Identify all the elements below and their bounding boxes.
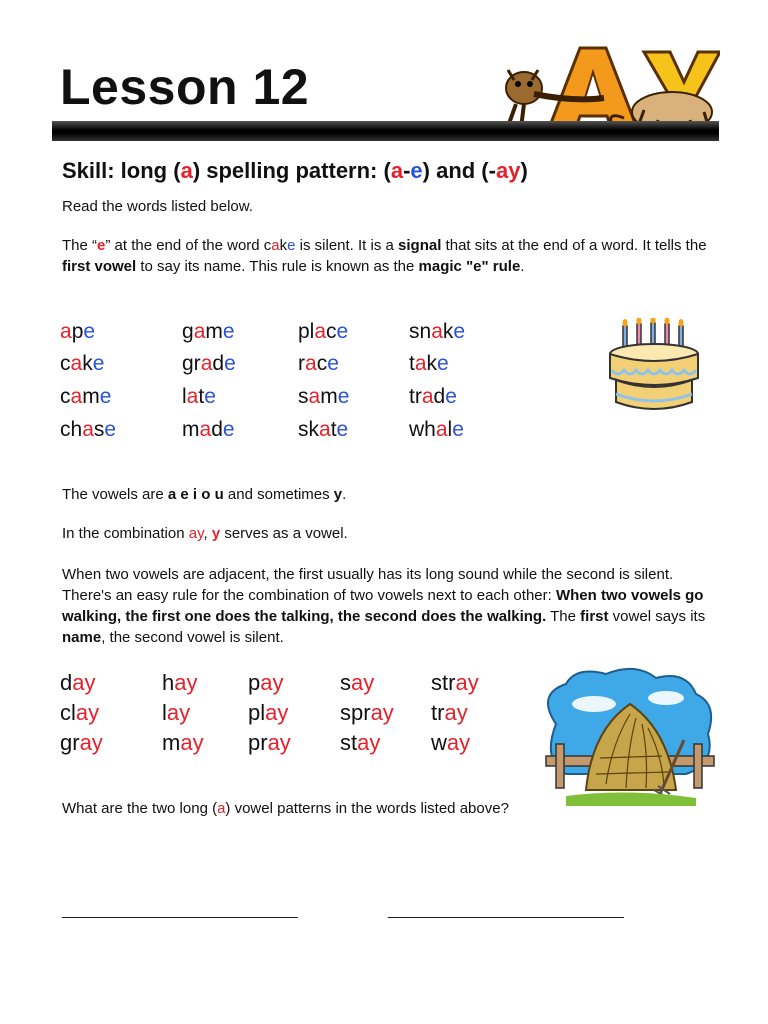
- ay-word: [340, 670, 374, 696]
- ae-word: [60, 320, 95, 344]
- word-part: c: [60, 352, 71, 375]
- word-part: t: [198, 385, 205, 408]
- word-part: c: [316, 352, 328, 375]
- vowel-a: a: [82, 418, 94, 441]
- text: The vowels are: [62, 486, 168, 503]
- word-part: tr: [431, 700, 445, 725]
- ae-word: [182, 352, 236, 376]
- silent-e: e: [104, 418, 117, 441]
- ay-word: [248, 670, 284, 696]
- skill-text: ) spelling pattern: (: [192, 158, 391, 183]
- word-part: ch: [60, 418, 83, 441]
- word-part: sk: [298, 418, 319, 441]
- highlight-e: e: [97, 237, 106, 254]
- ay-word: [60, 730, 103, 756]
- word-part: k: [426, 352, 438, 375]
- ae-word: [298, 418, 348, 442]
- vowel-a: a: [435, 418, 448, 441]
- word-part: w: [431, 730, 447, 755]
- word-part: d: [433, 385, 446, 408]
- text: ,: [203, 525, 212, 542]
- skill-text: ): [520, 158, 528, 183]
- word-part: k: [442, 320, 454, 343]
- text: The “: [62, 237, 98, 254]
- text: is silent. It is a: [295, 237, 399, 254]
- ay-word: [60, 670, 96, 696]
- vowel-ay: ay: [72, 670, 96, 695]
- vowel-ay: ay: [351, 670, 375, 695]
- skill-a: a: [390, 158, 404, 183]
- ae-word: [298, 320, 348, 344]
- silent-e: e: [336, 320, 349, 343]
- word-part: tr: [409, 385, 422, 408]
- ae-word: [298, 352, 339, 376]
- word-part: pl: [248, 700, 266, 725]
- text: and sometimes: [223, 486, 334, 503]
- silent-e: e: [437, 352, 449, 375]
- intro-text: Read the words listed below.: [62, 198, 253, 215]
- skill-text: Skill: long (: [62, 158, 181, 183]
- ay-word: [248, 700, 288, 726]
- vowel-a: a: [319, 418, 331, 441]
- word-part: m: [182, 418, 200, 441]
- ae-word: [409, 352, 449, 376]
- vowel-ay: ay: [455, 670, 479, 695]
- skill-ay: ay: [495, 158, 521, 183]
- silent-e: e: [92, 352, 105, 375]
- ae-word: [60, 418, 116, 442]
- word-part: c: [60, 385, 71, 408]
- word-part: t: [409, 352, 415, 375]
- word-part: gr: [60, 730, 80, 755]
- ae-word: [60, 352, 104, 376]
- ay-word: [431, 700, 468, 726]
- skill-a: a: [180, 158, 193, 183]
- silent-e: e: [337, 385, 350, 408]
- word-part: cl: [60, 700, 76, 725]
- ay-word: [162, 700, 190, 726]
- text: When two vowels are adjacent, the first usually has its long sound while the second is silent. There's an easy rule for the combination of two vowels next to each other:: [62, 566, 674, 604]
- word-part: h: [162, 670, 175, 695]
- combination-line: [62, 523, 712, 544]
- bold-text: first vowel: [62, 258, 137, 275]
- word-part: gr: [182, 352, 201, 375]
- text: What are the two long (: [62, 800, 218, 817]
- silent-e: e: [445, 385, 457, 408]
- ae-word: [182, 385, 216, 409]
- word-part: d: [60, 670, 73, 695]
- vowel-ay: ay: [174, 670, 198, 695]
- skill-e: e: [410, 158, 423, 183]
- skill-text: ) and (-: [422, 158, 496, 183]
- vowel-ay: ay: [79, 730, 103, 755]
- silent-e: e: [99, 385, 112, 408]
- ay-word: [340, 700, 394, 726]
- word-part: spr: [340, 700, 371, 725]
- text: .: [520, 258, 525, 275]
- word-part: t: [330, 418, 337, 441]
- word-part: pr: [248, 730, 268, 755]
- text: .: [342, 486, 347, 503]
- vowel-a: a: [70, 385, 83, 408]
- ay-word: [431, 730, 470, 756]
- word-part: m: [162, 730, 181, 755]
- text: ) vowel patterns in the words listed above?: [225, 800, 509, 817]
- vowel-ay: ay: [260, 670, 284, 695]
- ay-word: [248, 730, 291, 756]
- word-part: l: [162, 700, 167, 725]
- vowel-a: a: [199, 418, 212, 441]
- vowel-list: a e i o u: [167, 486, 224, 503]
- answer-blank-1[interactable]: ______________________________: [62, 902, 298, 919]
- ae-word: [409, 418, 464, 442]
- ay-word: [162, 670, 198, 696]
- text: The: [546, 608, 581, 625]
- answer-blank-2[interactable]: ______________________________: [388, 902, 624, 919]
- vowel-ay: ay: [180, 730, 204, 755]
- highlight-e: e: [287, 237, 296, 254]
- silent-e: e: [222, 418, 235, 441]
- vowel-a: a: [414, 352, 427, 375]
- text: k: [279, 237, 288, 254]
- highlight-a: a: [271, 237, 280, 254]
- word-part: m: [205, 320, 223, 343]
- vowel-a: a: [431, 320, 443, 343]
- two-vowels-paragraph: [62, 564, 712, 648]
- vowel-ay: ay: [75, 700, 100, 725]
- vowel-ay: ay: [444, 700, 468, 725]
- text: to say its name. This rule is known as the: [136, 258, 419, 275]
- text: vowel says its: [608, 608, 706, 625]
- vowel-a: a: [305, 352, 317, 375]
- text: that sits at the end of a word. It tells the: [441, 237, 707, 254]
- y-letter: y: [333, 486, 343, 503]
- vowel-ay: ay: [267, 730, 291, 755]
- vowel-a: a: [421, 385, 434, 408]
- vowel-ay: ay: [265, 700, 289, 725]
- ay-word: [162, 730, 204, 756]
- ae-word: [182, 320, 235, 344]
- word-part: r: [298, 352, 305, 375]
- word-part: p: [248, 670, 261, 695]
- highlight-y: y: [211, 525, 221, 542]
- ae-word: [409, 320, 465, 344]
- highlight-a: a: [217, 800, 226, 817]
- ay-word: [431, 670, 479, 696]
- vowel-a: a: [200, 352, 213, 375]
- ae-word: [182, 418, 235, 442]
- vowel-ay: ay: [370, 700, 394, 725]
- word-part: l: [182, 385, 187, 408]
- haystack-illustration: [536, 664, 718, 806]
- vowel-ay: ay: [357, 730, 381, 755]
- word-part: str: [431, 670, 456, 695]
- silent-e: e: [224, 352, 236, 375]
- walking-rule: When two vowels go walking, the first one does the talking, the second does the walking.: [62, 587, 704, 625]
- text: In the combination: [62, 525, 189, 542]
- silent-e: e: [204, 385, 216, 408]
- word-part: c: [326, 320, 337, 343]
- vowel-ay: ay: [166, 700, 191, 725]
- vowel-ay: ay: [446, 730, 471, 755]
- word-part: pl: [298, 320, 315, 343]
- ae-word: [298, 385, 349, 409]
- word-part: s: [340, 670, 351, 695]
- vowel-a: a: [70, 352, 83, 375]
- ay-word: [60, 700, 99, 726]
- silent-e: e: [327, 352, 339, 375]
- vowel-a: a: [193, 320, 206, 343]
- birthday-cake-illustration: [606, 318, 702, 414]
- silent-e: e: [336, 418, 349, 441]
- highlight-ay: ay: [188, 525, 204, 542]
- vowel-a: a: [60, 320, 72, 343]
- word-part: wh: [409, 418, 436, 441]
- silent-e: e: [453, 320, 466, 343]
- vowel-a: a: [314, 320, 327, 343]
- word-part: k: [82, 352, 93, 375]
- text: ” at the end of the word c: [105, 237, 272, 254]
- word-part: m: [320, 385, 338, 408]
- skill-heading: [62, 158, 528, 184]
- word-part: sn: [409, 320, 432, 343]
- skill-text: -: [403, 158, 411, 183]
- word-part: m: [82, 385, 100, 408]
- silent-e: e: [452, 418, 464, 441]
- ae-word: [60, 385, 111, 409]
- word-part: s: [93, 418, 105, 441]
- magic-e-paragraph: [62, 235, 712, 277]
- bold-text: magic "e" rule: [418, 258, 521, 275]
- silent-e: e: [222, 320, 235, 343]
- bold-text: first: [580, 608, 609, 625]
- word-part: s: [298, 385, 309, 408]
- bold-text: signal: [398, 237, 442, 254]
- word-part: p: [71, 320, 84, 343]
- word-part: st: [340, 730, 358, 755]
- bold-text: name: [62, 629, 102, 646]
- text: serves as a vowel.: [220, 525, 348, 542]
- word-part: d: [212, 352, 225, 375]
- word-part: d: [211, 418, 223, 441]
- vowel-a: a: [186, 385, 199, 408]
- vowel-a: a: [308, 385, 321, 408]
- ae-word: [409, 385, 457, 409]
- text: , the second vowel is silent.: [101, 629, 284, 646]
- page-title: Lesson 12: [60, 59, 310, 115]
- vowels-line: [62, 484, 712, 505]
- silent-e: e: [83, 320, 96, 343]
- word-part: l: [447, 418, 453, 441]
- question-text: [62, 798, 522, 819]
- ay-word: [340, 730, 380, 756]
- header-divider: [52, 121, 719, 141]
- word-part: g: [182, 320, 194, 343]
